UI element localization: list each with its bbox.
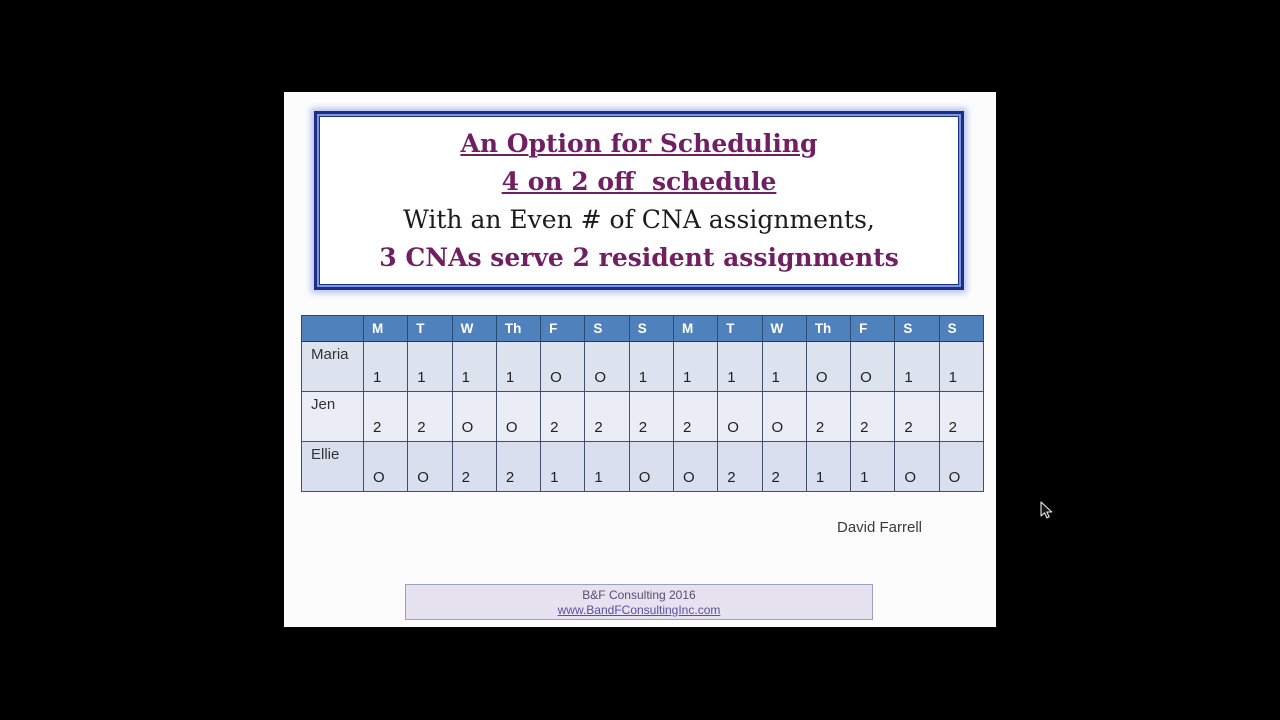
schedule-cell: 2	[629, 392, 673, 442]
schedule-cell: O	[452, 392, 496, 442]
schedule-cell: 1	[851, 442, 895, 492]
schedule-cell: 2	[452, 442, 496, 492]
schedule-cell: 2	[718, 442, 762, 492]
footer-website-link[interactable]: www.BandFConsultingInc.com	[557, 603, 721, 617]
schedule-cell: O	[364, 442, 408, 492]
schedule-cell: 1	[762, 342, 806, 392]
schedule-cell: 1	[585, 442, 629, 492]
schedule-cell: O	[496, 392, 540, 442]
schedule-table-body	[302, 342, 984, 492]
schedule-cell: O	[939, 442, 983, 492]
schedule-cell: 2	[408, 392, 452, 442]
schedule-cell: 1	[718, 342, 762, 392]
title-box	[314, 111, 964, 290]
day-header-cell: Th	[496, 316, 540, 342]
schedule-row	[302, 392, 984, 442]
schedule-cell: 1	[673, 342, 717, 392]
schedule-cell: 2	[762, 442, 806, 492]
schedule-table-head	[302, 316, 984, 342]
day-header-cell: F	[851, 316, 895, 342]
day-header-cell: S	[585, 316, 629, 342]
day-header-cell: W	[452, 316, 496, 342]
schedule-table	[301, 315, 984, 492]
day-header-cell: W	[762, 316, 806, 342]
schedule-cell: 2	[895, 392, 939, 442]
day-header-cell: S	[895, 316, 939, 342]
day-header-cell: F	[541, 316, 585, 342]
cna-name-cell: Ellie	[302, 442, 364, 492]
title-line-2: 4 on 2 off schedule	[501, 166, 777, 196]
day-header-cell: T	[718, 316, 762, 342]
title-line-3: With an Even # of CNA assignments,	[403, 204, 875, 234]
day-header-cell: S	[939, 316, 983, 342]
footer-box	[405, 584, 873, 620]
schedule-cell: O	[806, 342, 850, 392]
schedule-cell: 1	[939, 342, 983, 392]
schedule-row	[302, 342, 984, 392]
schedule-cell: O	[762, 392, 806, 442]
schedule-cell: 2	[364, 392, 408, 442]
schedule-cell: 2	[851, 392, 895, 442]
schedule-cell: O	[673, 442, 717, 492]
schedule-cell: 2	[939, 392, 983, 442]
cna-name-cell: Maria	[302, 342, 364, 392]
day-header-cell: M	[673, 316, 717, 342]
schedule-corner-cell	[302, 316, 364, 342]
title-box-inner	[319, 116, 959, 285]
mouse-cursor-icon	[1040, 501, 1054, 520]
schedule-cell: O	[585, 342, 629, 392]
schedule-cell: O	[895, 442, 939, 492]
day-header-cell: S	[629, 316, 673, 342]
title-line-4: 3 CNAs serve 2 resident assignments	[379, 242, 899, 272]
schedule-cell: 2	[496, 442, 540, 492]
schedule-cell: O	[408, 442, 452, 492]
schedule-cell: 1	[364, 342, 408, 392]
schedule-cell: 1	[452, 342, 496, 392]
title-line-1: An Option for Scheduling	[460, 128, 818, 158]
schedule-cell: 2	[541, 392, 585, 442]
schedule-cell: 1	[629, 342, 673, 392]
schedule-cell: 2	[673, 392, 717, 442]
schedule-cell: O	[629, 442, 673, 492]
author-credit: David Farrell	[837, 519, 923, 536]
schedule-cell: O	[851, 342, 895, 392]
slide	[284, 92, 996, 627]
schedule-cell: 1	[895, 342, 939, 392]
schedule-cell: 2	[585, 392, 629, 442]
schedule-cell: 1	[408, 342, 452, 392]
schedule-row	[302, 442, 984, 492]
schedule-header-row	[302, 316, 984, 342]
cna-name-cell: Jen	[302, 392, 364, 442]
day-header-cell: M	[364, 316, 408, 342]
schedule-cell: 1	[806, 442, 850, 492]
schedule-cell: 1	[541, 442, 585, 492]
day-header-cell: Th	[806, 316, 850, 342]
schedule-cell: 2	[806, 392, 850, 442]
footer-company: B&F Consulting 2016	[582, 588, 696, 602]
schedule-cell: 1	[496, 342, 540, 392]
schedule-cell: O	[718, 392, 762, 442]
day-header-cell: T	[408, 316, 452, 342]
schedule-cell: O	[541, 342, 585, 392]
